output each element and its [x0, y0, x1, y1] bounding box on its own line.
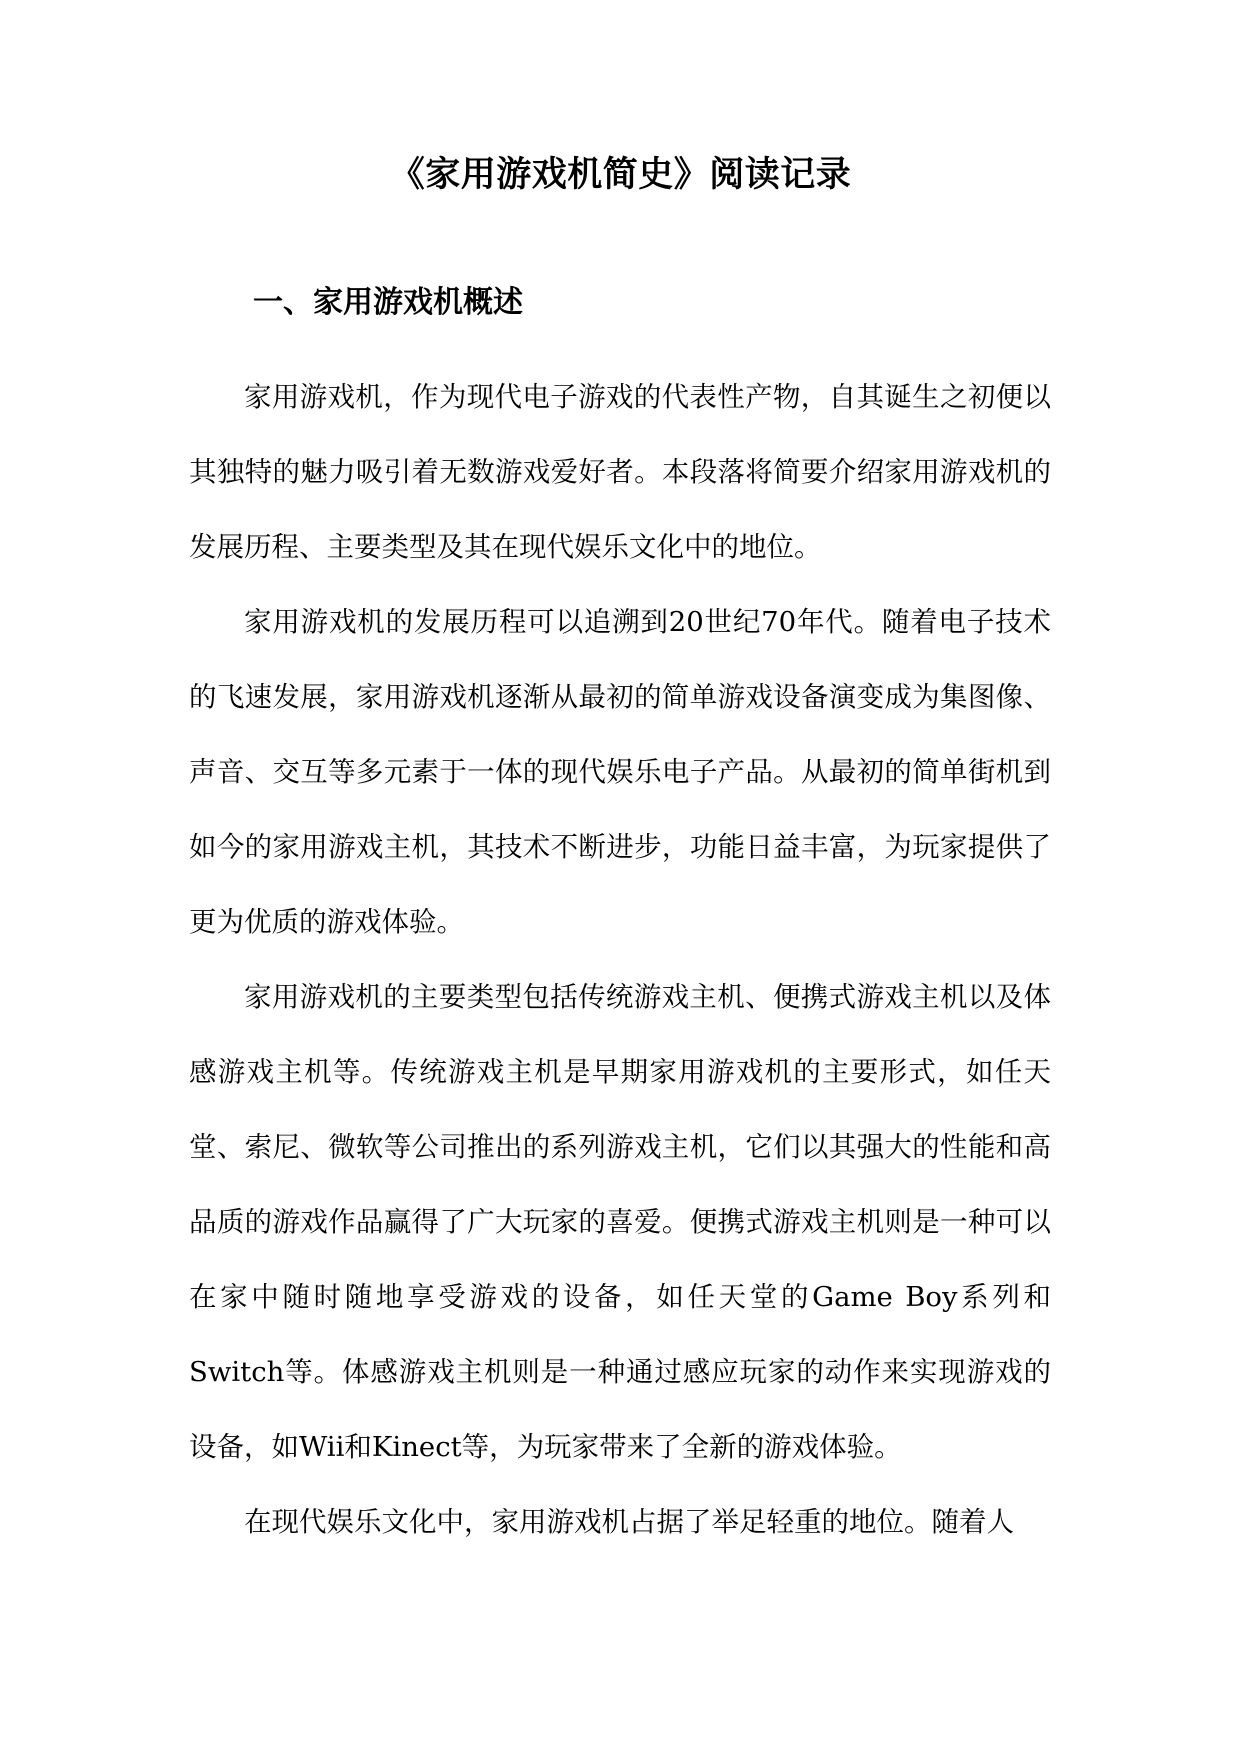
- paragraph-culture: 在现代娱乐文化中，家用游戏机占据了举足轻重的地位。随着人: [244, 1506, 1014, 1538]
- document-title: 《家用游戏机简史》阅读记录: [389, 155, 852, 195]
- section-body: [189, 360, 1051, 1560]
- paragraph-overview: 家用游戏机，作为现代电子游戏的代表性产物，自其诞生之初便以其独特的魅力吸引着无数游戏爱好者。本段落将简要介绍家用游戏机的发展历程、主要类型及其在现代娱乐文化中的地位。: [189, 381, 1051, 563]
- paragraph-history: 家用游戏机的发展历程可以追溯到20世纪70年代。随着电子技术的飞速发展，家用游戏机逐渐从最初的简单游戏设备演变成为集图像、声音、交互等多元素于一体的现代娱乐电子产品。从最初的简单街机到如今的家用游戏主机，其技术不断进步，功能日益丰富，为玩家提供了更为优质的游戏体验。: [189, 606, 1051, 938]
- section-heading: 一、家用游戏机概述: [253, 285, 523, 320]
- paragraph-types: 家用游戏机的主要类型包括传统游戏主机、便携式游戏主机以及体感游戏主机等。传统游戏主机是早期家用游戏机的主要形式，如任天堂、索尼、微软等公司推出的系列游戏主机，它们以其强大的性能和高品质的游戏作品赢得了广大玩家的喜爱。便携式游戏主机则是一种可以在家中随时随地享受游戏的设备，如任天堂的Game Boy系列和Switch等。体感游戏主机则是一种通过感应玩家的动作来实现游戏的设备，如Wii和Kinect等，为玩家带来了全新的游戏体验。: [189, 981, 1051, 1463]
